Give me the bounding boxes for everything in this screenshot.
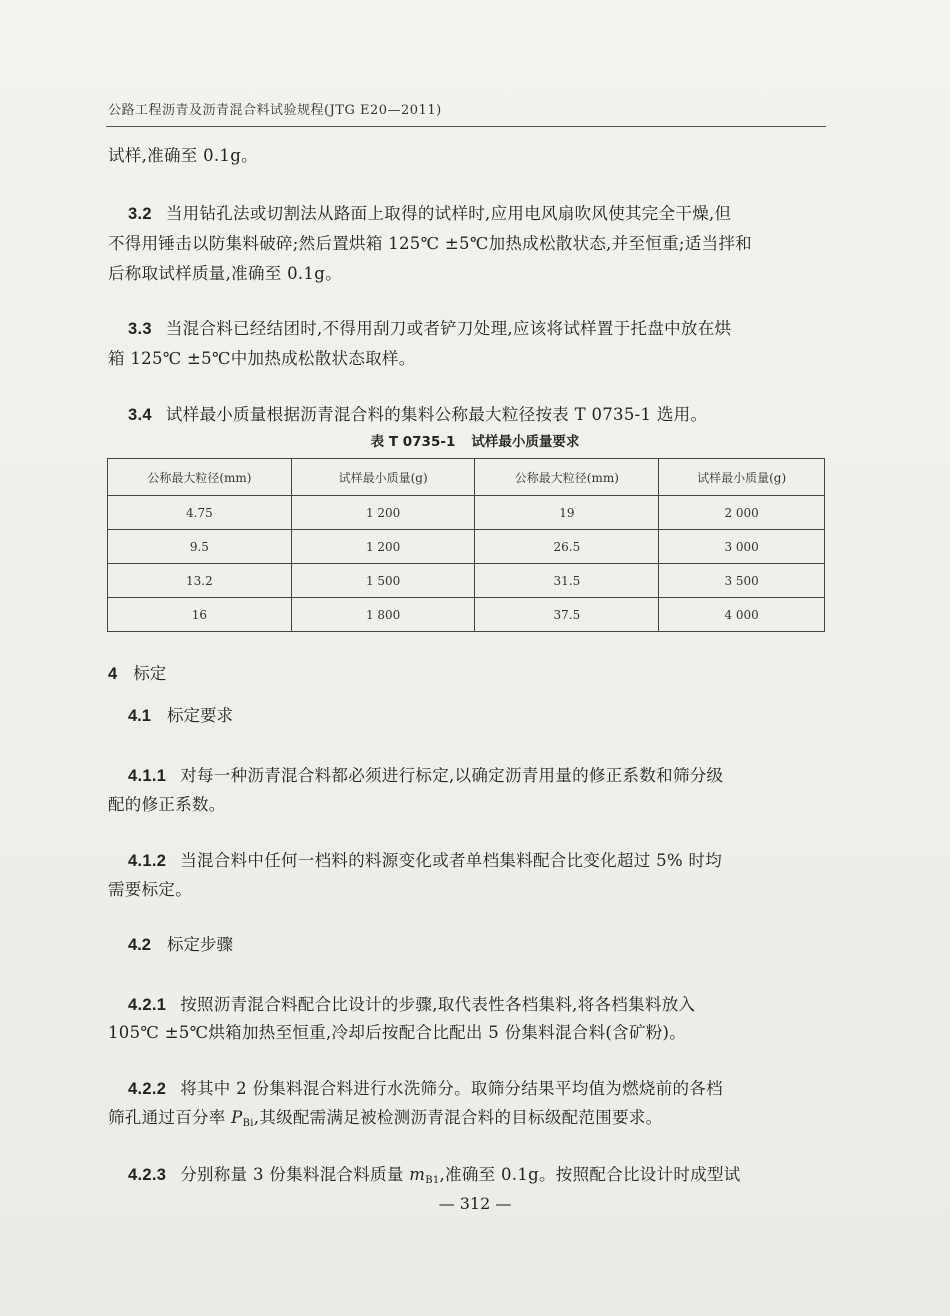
clause-line: 试样最小质量根据沥青混合料的集料公称最大粒径按表 T 0735-1 选用。 [165, 405, 708, 424]
clause-3-2 [108, 199, 828, 229]
clause-line: 配的修正系数。 [108, 795, 226, 814]
clause-number: 3.3 [128, 320, 152, 338]
table-row [108, 530, 825, 564]
table-header-cell: 公称最大粒径(mm) [108, 459, 292, 496]
table-row [108, 496, 825, 530]
table-cell: 37.5 [475, 598, 659, 632]
symbol-subscript: Bi [242, 1118, 254, 1129]
table-cell: 3 000 [659, 530, 825, 564]
symbol-subscript: B1 [425, 1175, 440, 1186]
clause-line: 不得用锤击以防集料破碎;然后置烘箱 125℃ ±5℃加热成松散状态,并至恒重;适当拌和 [108, 234, 752, 253]
clause-number: 4.1.1 [128, 767, 167, 785]
clause-line: 后称取试样质量,准确至 0.1g。 [108, 264, 342, 283]
clause-number: 4.2.1 [128, 996, 167, 1014]
table-caption [0, 430, 950, 450]
header-rule [106, 126, 826, 127]
page-number: — 312 — [438, 1194, 512, 1213]
table-caption-id: 表 T 0735-1 [370, 434, 456, 450]
section-4-heading [108, 660, 166, 684]
table-cell: 2 000 [659, 496, 825, 530]
section-number: 4.2 [128, 936, 151, 954]
clause-text: ,其级配需满足被检测沥青混合料的目标级配范围要求。 [253, 1108, 663, 1127]
table-cell: 9.5 [108, 530, 292, 564]
clause-4-2-3 [108, 1160, 828, 1196]
continued-line: 试样,准确至 0.1g。 [108, 146, 258, 165]
clause-number: 4.1.2 [128, 852, 167, 870]
section-title: 标定 [133, 664, 167, 683]
clause-line: 当用钻孔法或切割法从路面上取得的试样时,应用电风扇吹风使其完全干燥,但 [165, 204, 732, 223]
table-row [108, 564, 825, 598]
clause-line [108, 1103, 828, 1139]
clause-text: 分别称量 3 份集料混合料质量 [180, 1165, 410, 1184]
clause-4-1-2 [108, 846, 828, 876]
table-cell: 13.2 [108, 564, 292, 598]
clause-line: 当混合料已经结团时,不得用刮刀或者铲刀处理,应该将试样置于托盘中放在烘 [165, 319, 732, 338]
clause-4-2-1 [108, 990, 828, 1020]
clause-number: 4.2.3 [128, 1166, 167, 1184]
table-header-cell: 公称最大粒径(mm) [475, 459, 659, 496]
clause-line: 将其中 2 份集料混合料进行水洗筛分。取筛分结果平均值为燃烧前的各档 [180, 1079, 723, 1098]
clause-text: 筛孔通过百分率 [108, 1108, 232, 1127]
table-cell: 31.5 [475, 564, 659, 598]
table-cell: 19 [475, 496, 659, 530]
min-mass-table [107, 458, 825, 632]
clause-3-3 [108, 314, 828, 344]
running-header: 公路工程沥青及沥青混合料试验规程(JTG E20—2011) [108, 103, 442, 118]
table-row [108, 598, 825, 632]
clause-line: 105℃ ±5℃烘箱加热至恒重,冷却后按配合比配出 5 份集料混合料(含矿粉)。 [108, 1023, 687, 1042]
table-caption-text: 试样最小质量要求 [471, 434, 580, 450]
clause-line: 箱 125℃ ±5℃中加热成松散状态取样。 [108, 349, 416, 368]
section-number: 4 [108, 665, 118, 683]
section-4-2-heading [128, 931, 233, 955]
table-cell: 3 500 [659, 564, 825, 598]
table-cell: 1 500 [291, 564, 475, 598]
symbol-m: m [409, 1165, 426, 1184]
table-cell: 4.75 [108, 496, 292, 530]
clause-3-4 [108, 400, 828, 430]
clause-4-1-1 [108, 761, 828, 791]
clause-number: 3.2 [128, 205, 152, 223]
section-number: 4.1 [128, 707, 151, 725]
table-cell: 1 200 [291, 496, 475, 530]
clause-line: 对每一种沥青混合料都必须进行标定,以确定沥青用量的修正系数和筛分级 [180, 766, 724, 785]
clause-line: 按照沥青混合料配合比设计的步骤,取代表性各档集料,将各档集料放入 [180, 995, 696, 1014]
table-cell: 26.5 [475, 530, 659, 564]
clause-text: ,准确至 0.1g。按照配合比设计时成型试 [439, 1165, 741, 1184]
section-title: 标定步骤 [166, 935, 233, 954]
clause-line: 需要标定。 [108, 880, 192, 899]
section-4-1-heading [128, 702, 233, 726]
clause-4-2-2 [108, 1074, 828, 1104]
clause-number: 3.4 [128, 406, 152, 424]
table-cell: 16 [108, 598, 292, 632]
section-title: 标定要求 [166, 706, 233, 725]
table-cell: 1 200 [291, 530, 475, 564]
clause-line: 当混合料中任何一档料的料源变化或者单档集料配合比变化超过 5% 时均 [180, 851, 723, 870]
symbol-p: P [231, 1108, 243, 1127]
table-header-row [108, 459, 825, 496]
table-header-cell: 试样最小质量(g) [659, 459, 825, 496]
table-cell: 1 800 [291, 598, 475, 632]
table-cell: 4 000 [659, 598, 825, 632]
table-header-cell: 试样最小质量(g) [291, 459, 475, 496]
clause-number: 4.2.2 [128, 1080, 167, 1098]
